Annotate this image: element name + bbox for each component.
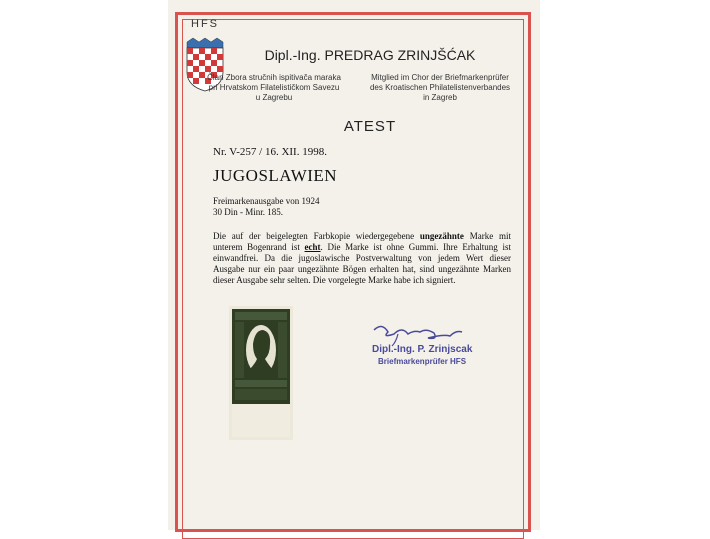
signature-title: Briefmarkenprüfer HFS [378,357,467,366]
certificate-number: Nr. V-257 / 16. XII. 1998. [213,146,327,158]
certificate-heading: ATEST [343,118,397,135]
examiner-title: Dipl.-Ing. PREDRAG ZRINJŠĆAK [264,47,476,63]
signature-name: Dipl.-Ing. P. Zrinjscak [372,344,473,355]
membership-german [366,73,514,103]
text-part: Die auf der beigelegten Farbkopie wiedergegebene [213,231,420,241]
certificate-text [213,231,511,286]
membership-line: in Zagreb [423,93,457,102]
membership-croatian [200,73,348,103]
issue-line: 30 Din - Minr. 185. [213,207,284,217]
issue-info [213,196,319,218]
membership-line: des Kroatischen Philatelistenverbandes [369,83,511,92]
text-part: Marke mit unterem Bogenrand ist [213,231,511,252]
membership-line: u Zagrebu [255,93,293,102]
membership-line: Mitglied im Chor der Briefmarkenprüfer [371,73,509,82]
text-bold-imperforate: ungezähnte [419,231,464,241]
stamp-image [229,306,293,440]
hfs-logo-text: HFS [191,18,219,30]
text-part: . Die Marke ist ohne Gummi. Ihre Erhaltung ist einwandfrei. Da die jugoslawische Postverwaltung von jedem Wert dieser Ausgabe nur ein paar ungezähnte Bögen erhalten hat, sind ungezähnte Marken dieser Ausgabe sehr selten. Die vorgelegte Marke habe ich signiert. [213,242,512,285]
text-bold-genuine: echt [304,242,321,252]
membership-line: pri Hrvatskom Filatelističkom Savezu [208,83,340,92]
country-title: JUGOSLAWIEN [213,166,338,185]
issue-line: Freimarkenausgabe von 1924 [213,196,320,206]
membership-line: Član Zbora stručnih ispitivača maraka [207,73,341,82]
